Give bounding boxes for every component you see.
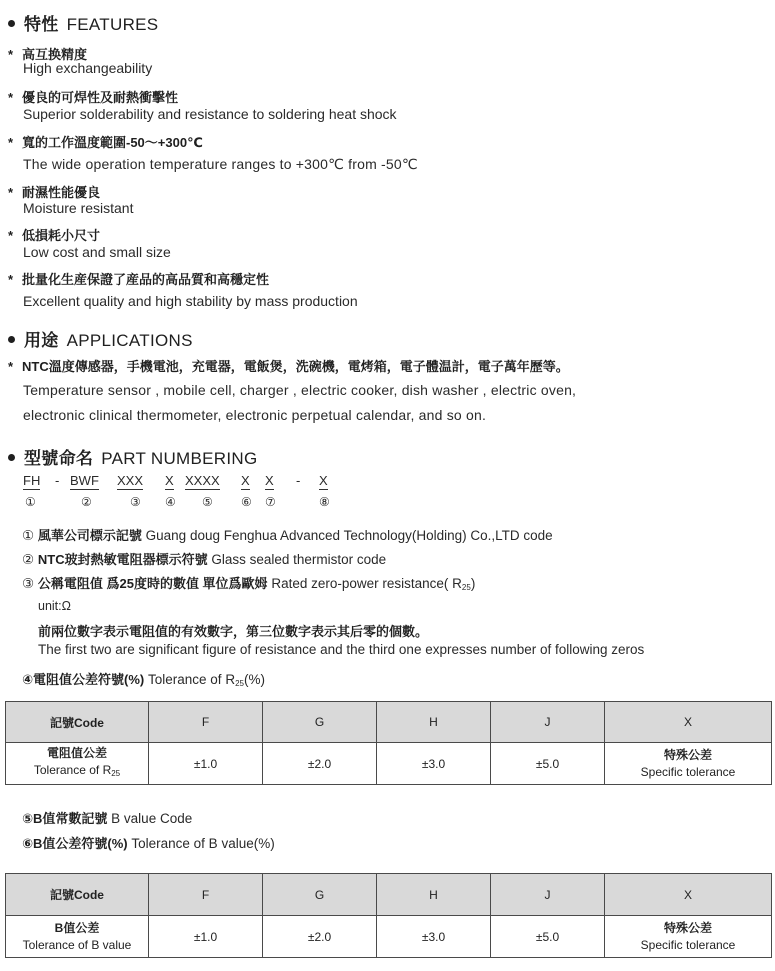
code-fh: FH xyxy=(23,473,41,488)
desc-4: ④電阻值公差符號(%) Tolerance of $R_{25}(\%)$ xyxy=(22,672,265,688)
applications-cn: * NTC溫度傳感器，手機電池，充電器，電飯煲，洗碗機，電烤箱，電子體温計，電子萬年歷等。 xyxy=(8,359,569,374)
circle-number: ④ xyxy=(165,495,176,509)
header-label: 記號Code xyxy=(6,702,149,743)
code-x: X xyxy=(265,473,274,488)
feature-item-4-en: Moisture resistant xyxy=(23,200,134,216)
code-cell: G xyxy=(263,702,377,743)
code-xxx: XXX xyxy=(117,473,144,488)
row-label: B值公差 Tolerance of B value xyxy=(6,916,149,958)
code-cell: H xyxy=(377,702,491,743)
bvalue-code-line: ⑤B值常數記號 B value Code xyxy=(22,811,193,826)
feature-item-2-en: Superior solderability and resistance to soldering heat shock xyxy=(23,106,397,122)
code-x: X xyxy=(165,473,174,488)
feature-item-2-cn: * 優良的可焊性及耐熱衝擊性 xyxy=(8,90,179,105)
applications-heading: 用途 APPLICATIONS xyxy=(8,326,193,351)
code-xxxx: XXXX xyxy=(185,473,220,488)
part-numbering-heading: 型號命名 PART NUMBERING xyxy=(8,444,257,469)
code-dash: - xyxy=(296,473,301,488)
circle-number: ⑦ xyxy=(265,495,276,509)
feature-item-1-en: High exchangeability xyxy=(23,60,153,76)
value-cell: ±3.0 xyxy=(377,743,491,785)
code-cell: G xyxy=(263,874,377,916)
code-cell: J xyxy=(491,874,605,916)
value-cell: ±2.0 xyxy=(263,916,377,958)
desc-1: ① 風華公司標示記號 Guang doug Fenghua Advanced Technology(Holding) Co.,LTD code xyxy=(22,528,553,543)
feature-item-6-cn: * 批量化生産保證了産品的高品質和高穩定性 xyxy=(8,272,270,287)
table-header-row xyxy=(6,702,772,743)
header-label: 記號Code xyxy=(6,874,149,916)
code-cell: F xyxy=(149,702,263,743)
value-cell: ±2.0 xyxy=(263,743,377,785)
applications-en-line1: Temperature sensor , mobile cell, charger , electric cooker, dish washer , electric oven, xyxy=(23,382,577,398)
feature-item-3-en: The wide operation temperature ranges to +300℃ from -50℃ xyxy=(23,156,418,172)
bvalue-tolerance-line: ⑥B值公差符號(%) Tolerance of B value(%) xyxy=(22,836,275,851)
value-cell: ±3.0 xyxy=(377,916,491,958)
value-cell: ±5.0 xyxy=(491,743,605,785)
code-dash: - xyxy=(55,473,60,488)
circle-number: ③ xyxy=(130,495,141,509)
feature-item-6-en: Excellent quality and high stability by mass production xyxy=(23,293,358,309)
special-tolerance-cell: 特殊公差 Specific tolerance xyxy=(605,743,772,785)
code-cell: J xyxy=(491,702,605,743)
row-label: 電阻值公差 Tolerance of $R_{25}$ xyxy=(6,743,149,785)
part-number-code xyxy=(0,473,775,513)
code-x: X xyxy=(241,473,250,488)
value-cell: ±1.0 xyxy=(149,743,263,785)
feature-item-4-cn: * 耐濕性能優良 xyxy=(8,185,101,200)
bullet-dot-icon xyxy=(8,454,15,461)
value-cell: ±5.0 xyxy=(491,916,605,958)
circle-number: ⑧ xyxy=(319,495,330,509)
code-cell: H xyxy=(377,874,491,916)
table-row xyxy=(6,916,772,958)
code-cell: F xyxy=(149,874,263,916)
circle-number: ① xyxy=(25,495,36,509)
bvalue-tolerance-table xyxy=(5,873,772,958)
circle-number: ② xyxy=(81,495,92,509)
applications-en-line2: electronic clinical thermometer, electronic perpetual calendar, and so on. xyxy=(23,407,487,423)
unit-label: unit:Ω xyxy=(38,599,71,613)
circle-number: ⑤ xyxy=(202,495,213,509)
feature-item-5-cn: * 低損耗小尺寸 xyxy=(8,228,101,243)
special-tolerance-cell: 特殊公差 Specific tolerance xyxy=(605,916,772,958)
value-cell: ±1.0 xyxy=(149,916,263,958)
feature-item-1-cn: * 高互换精度 xyxy=(8,47,88,62)
code-cell: X xyxy=(605,702,772,743)
code-x: X xyxy=(319,473,328,488)
table-row xyxy=(6,743,772,785)
resistance-tolerance-table xyxy=(5,701,772,785)
code-cell: X xyxy=(605,874,772,916)
code-bwf: BWF xyxy=(70,473,99,488)
note-en: The first two are significant figure of resistance and the third one expresses number of following zeros xyxy=(38,642,645,657)
circle-number: ⑥ xyxy=(241,495,252,509)
note-cn: 前兩位數字表示電阻值的有效數字，第三位數字表示其后零的個數。 xyxy=(38,624,429,639)
desc-3: ③ 公稱電阻值 爲25度時的數值 單位爲歐姆 Rated zero-power resistance( $R_{25}$) xyxy=(22,576,476,592)
feature-item-5-en: Low cost and small size xyxy=(23,244,171,260)
feature-item-3-cn: * 寬的工作溫度範圍-50～+300℃ xyxy=(8,135,203,150)
desc-2: ② NTC玻封熱敏電阻器標示符號 Glass sealed thermistor code xyxy=(22,552,387,567)
bullet-dot-icon xyxy=(8,20,15,27)
features-heading: 特性 FEATURES xyxy=(8,10,158,35)
bullet-dot-icon xyxy=(8,336,15,343)
table-header-row xyxy=(6,874,772,916)
